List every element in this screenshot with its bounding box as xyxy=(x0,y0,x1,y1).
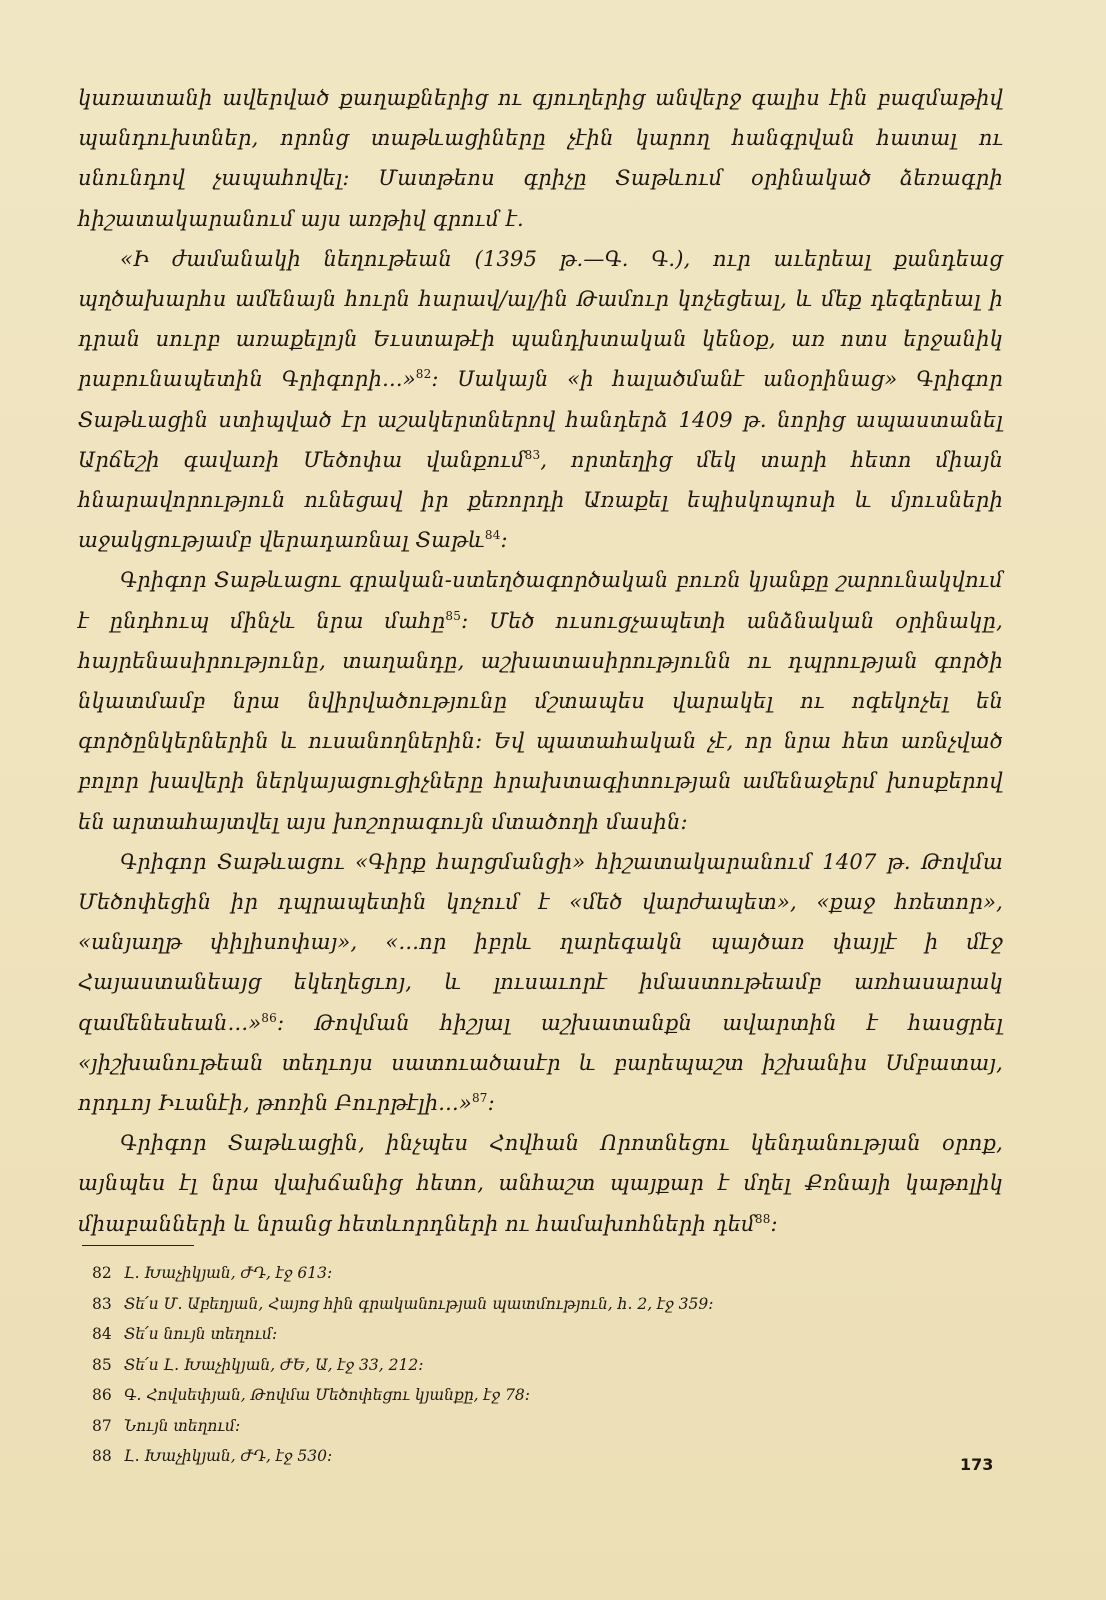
footnote-text: Նույն տեղում։ xyxy=(124,1416,241,1435)
footnote-number: 86 xyxy=(92,1386,112,1404)
footnote-number: 82 xyxy=(92,1264,112,1282)
footnote xyxy=(92,1258,992,1289)
footnote-ref: 83 xyxy=(524,447,541,462)
paragraph xyxy=(78,842,1003,1123)
footnote xyxy=(92,1441,992,1472)
footnote xyxy=(92,1380,992,1411)
paragraph xyxy=(78,239,1003,561)
page-number: 173 xyxy=(960,1455,994,1474)
text-segment: ։ Մեծ ուսուցչապետի անձնական օրինակը, հայրենասիրությունը, տաղանդը, աշխատասիրությունն ու դպրության գործի նկատմամբ նրա նվիրվածությունը մշտապես վարակել ու ոգեկոչել են գործընկերներին և ուսանողներին։ Եվ պատահական չէ, որ նրա հետ առնչված բոլոր խավերի ներկայացուցիչները հրախտագիտության ամենաջերմ խոսքերով են արտահայտվել այս խոշորագույն մտածողի մասին։ xyxy=(78,608,1003,834)
text-segment: ։ xyxy=(500,528,508,553)
text-segment: Գրիգոր Տաթևացին, ինչպես Հովհան Որոտնեցու կենդանության օրոք, այնպես էլ նրա վախճանից հետո, անհաշտ պայքար է մղել Քռնայի կաթոլիկ միաբանների և նրանց հետևորդների ու համախոհների դեմ xyxy=(78,1131,1003,1236)
footnote-text: Լ. Խաչիկյան, ԺԴ, էջ 530։ xyxy=(124,1447,333,1465)
footnote xyxy=(92,1289,992,1320)
footnote-number: 88 xyxy=(92,1447,112,1465)
footnotes xyxy=(92,1258,992,1472)
paragraph xyxy=(78,1123,1003,1244)
footnote-number: 85 xyxy=(92,1355,112,1374)
footnote-ref: 82 xyxy=(415,367,432,382)
text-segment: ։ Թովման հիշյալ աշխատանքն ավարտին է հասցրել «յիշխանութեան տեղւոյս սատուածասէր և բարեպաշտ իշխանիս Սմբատայ, որդւոյ Իւանէի, թոռին Բուրթէլի...» xyxy=(78,1010,1003,1116)
footnote-number: 83 xyxy=(92,1294,112,1313)
footnote-ref: 84 xyxy=(484,528,501,543)
footnote-ref: 87 xyxy=(471,1091,488,1106)
text-segment: ։ xyxy=(770,1211,778,1236)
text-segment: , որտեղից մեկ տարի հետո միայն հնարավորություն ունեցավ իր քեռորդի Առաքել եպիսկոպոսի և մյուսների աջակցությամբ վերադառնալ Տաթև xyxy=(78,447,1003,553)
main-text xyxy=(78,78,1003,1244)
paragraph xyxy=(78,560,1003,841)
text-segment: Գրիգոր Տաթևացու գրական-ստեղծագործական բուռն կյանքը շարունակվում է ընդհուպ մինչև նրա մահը xyxy=(78,568,1003,633)
footnote-text: Տե՛ս նույն տեղում։ xyxy=(124,1325,278,1343)
footnote-ref: 88 xyxy=(754,1211,771,1226)
footnote-number: 84 xyxy=(92,1325,112,1343)
footnote-ref: 85 xyxy=(445,608,462,623)
footnote-text: Լ. Խաչիկյան, ԺԴ, էջ 613։ xyxy=(124,1264,333,1282)
footnote xyxy=(92,1319,992,1350)
footnote xyxy=(92,1411,992,1442)
footnote xyxy=(92,1350,992,1381)
paragraph xyxy=(78,78,1003,239)
text-segment: ։ xyxy=(487,1091,495,1116)
text-segment: ։ Սակայն «ի հալածմանէ անօրինաց» Գրիգոր Տաթևացին ստիպված էր աշակերտներով հանդերձ 1409 թ. նորից ապաստանել Արճեշի գավառի Մեծոփա վանքում xyxy=(78,367,1003,472)
footnote-text: Տե՛ս Լ. Խաչիկյան, ԺԵ, Ա, էջ 33, 212։ xyxy=(124,1355,424,1374)
text-segment: Գրիգոր Տաթևացու «Գիրք հարցմանցի» հիշատակարանում 1407 թ. Թովմա Մեծոփեցին իր դպրապետին կոչում է «մեծ վարժապետ», «քաջ հռետոր», «անյաղթ փիլիսոփայ», «...որ իբրև ղարեգակն պայծառ փայլէ ի մէջ Հայաստանեայց եկեղեցւոյ, և լուսաւորէ իմաստութեամբ առհասարակ զամենեսեան...» xyxy=(78,849,1003,1035)
footnote-text: Գ. Հովսեփյան, Թովմա Մեծոփեցու կյանքը, էջ 78։ xyxy=(124,1386,531,1404)
footnote-text: Տե՛ս Մ. Աբեղյան, Հայոց հին գրականության պատմություն, հ. 2, էջ 359։ xyxy=(124,1294,714,1313)
footnote-number: 87 xyxy=(92,1416,112,1435)
text-segment: կառատանի ավերված քաղաքներից ու գյուղերից անվերջ գալիս էին բազմաթիվ պանդուխտներ, որոնց տաթևացիները չէին կարող հանգրվան հատալ ու սնունդով չապահովել։ Մատթեոս գրիչը Տաթևում օրինակած ձեռագրի հիշատակարանում այս առթիվ գրում է. xyxy=(78,86,1003,231)
text-segment: «Ի ժամանակի նեղութեան (1395 թ.—Գ. Գ.), ուր աւերեալ քանդեաց պղծախարհս ամենայն հուրն հարավ/ալ/ին Թամուր կոչեցեալ, և մեք դեգերեալ ի դրան սուրբ առաքելոյն Եւստաթէի պանդխտական կենօք, առ ոտս երջանիկ րաբունապետին Գրիգորի...» xyxy=(78,246,1003,392)
footnote-divider xyxy=(82,1245,194,1246)
footnote-ref: 86 xyxy=(261,1010,277,1025)
